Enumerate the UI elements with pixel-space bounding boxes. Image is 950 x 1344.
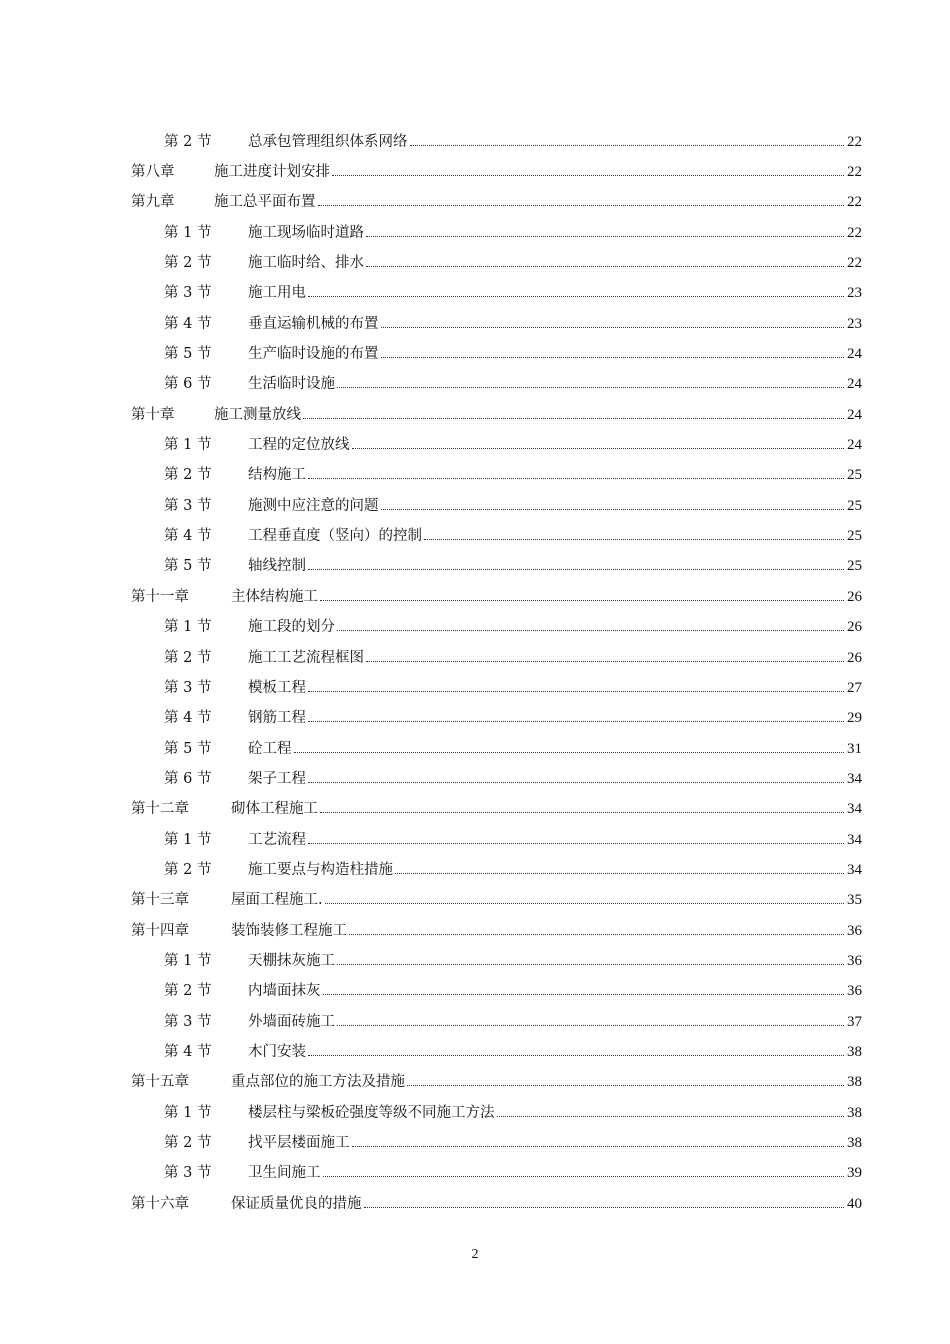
toc-entry[interactable]	[0, 671, 950, 701]
toc-entry[interactable]	[0, 1035, 950, 1065]
toc-entry-title: 工艺流程	[248, 828, 308, 849]
toc-entry[interactable]	[0, 1005, 950, 1035]
toc-entry-title-line	[248, 312, 862, 333]
toc-entry[interactable]	[0, 1187, 950, 1217]
toc-entry-page: 34	[847, 770, 862, 787]
toc-entry[interactable]	[0, 246, 950, 276]
toc-entry-label: 第 2 节	[164, 1135, 212, 1152]
toc-entry-title-line	[248, 281, 862, 302]
toc-entry[interactable]	[0, 641, 950, 671]
toc-entry-page: 31	[847, 740, 862, 757]
toc-entry[interactable]	[0, 853, 950, 883]
toc-entry-title: 施工现场临时道路	[248, 221, 366, 242]
toc-entry-title-line	[248, 1131, 862, 1152]
toc-entry[interactable]	[0, 307, 950, 337]
toc-entry-page: 24	[847, 346, 862, 363]
toc-entry-page: 24	[847, 406, 862, 423]
toc-entry-title: 施工用电	[248, 281, 308, 302]
toc-leader-dots	[308, 691, 844, 692]
toc-entry-page: 26	[847, 649, 862, 666]
toc-entry-title: 生活临时设施	[248, 372, 337, 393]
toc-entry-title: 重点部位的施工方法及措施	[231, 1070, 407, 1091]
toc-entry-label: 第十五章	[131, 1074, 189, 1091]
toc-entry-title: 砼工程	[248, 737, 294, 758]
toc-entry-page: 25	[847, 467, 862, 484]
toc-entry-page: 36	[847, 922, 862, 939]
toc-entry-title-line	[248, 372, 862, 393]
toc-entry[interactable]	[0, 975, 950, 1005]
toc-entry-title-line	[214, 190, 862, 211]
toc-entry[interactable]	[0, 337, 950, 367]
toc-leader-dots	[395, 873, 844, 874]
toc-leader-dots	[366, 236, 844, 237]
toc-entry[interactable]	[0, 368, 950, 398]
toc-entry-title: 架子工程	[248, 767, 308, 788]
toc-entry-label: 第十二章	[131, 801, 189, 818]
toc-entry-page: 23	[847, 315, 862, 332]
toc-entry-page: 22	[847, 164, 862, 181]
toc-entry-title-line	[248, 463, 862, 484]
toc-entry-title-line	[248, 828, 862, 849]
toc-leader-dots	[366, 266, 844, 267]
toc-entry-page: 37	[847, 1013, 862, 1030]
toc-entry-title-line	[248, 1010, 862, 1031]
toc-entry-page: 35	[847, 892, 862, 909]
toc-leader-dots	[323, 994, 845, 995]
toc-entry-title: 总承包管理组织体系网络	[248, 130, 410, 151]
toc-entry-label: 第 1 节	[164, 619, 212, 636]
toc-entry-page: 25	[847, 528, 862, 545]
toc-entry-title-line	[231, 585, 862, 606]
toc-entry-title-line	[248, 676, 862, 697]
toc-entry[interactable]	[0, 428, 950, 458]
toc-entry-title-line	[248, 767, 862, 788]
toc-leader-dots	[407, 1085, 844, 1086]
toc-entry-page: 22	[847, 224, 862, 241]
toc-leader-dots	[349, 934, 844, 935]
toc-entry-label: 第十四章	[131, 922, 189, 939]
toc-entry-page: 38	[847, 1074, 862, 1091]
toc-entry-title: 找平层楼面施工	[248, 1131, 352, 1152]
toc-entry-title-line	[248, 494, 862, 515]
toc-entry-title: 工程的定位放线	[248, 433, 352, 454]
toc-entry-title: 屋面工程施工.	[231, 888, 325, 909]
toc-entry[interactable]	[0, 1066, 950, 1096]
toc-leader-dots	[497, 1116, 845, 1117]
toc-entry-title-line	[248, 130, 862, 151]
toc-leader-dots	[308, 478, 844, 479]
toc-entry[interactable]	[0, 732, 950, 762]
toc-entry-title: 天棚抹灰施工	[248, 949, 337, 970]
toc-entry-title: 楼层柱与梁板砼强度等级不同施工方法	[248, 1101, 497, 1122]
toc-entry-title-line	[248, 554, 862, 575]
toc-leader-dots	[332, 175, 844, 176]
toc-entry-label: 第十章	[131, 406, 175, 423]
toc-entry-page: 26	[847, 588, 862, 605]
toc-entry-label: 第 2 节	[164, 255, 212, 272]
toc-entry[interactable]	[0, 823, 950, 853]
toc-entry-title: 砌体工程施工	[231, 797, 320, 818]
toc-entry-label: 第 1 节	[164, 1104, 212, 1121]
toc-entry-page: 34	[847, 831, 862, 848]
toc-entry[interactable]	[0, 944, 950, 974]
toc-entry-title: 木门安装	[248, 1040, 308, 1061]
page-number: 2	[471, 1247, 479, 1262]
toc-entry[interactable]	[0, 762, 950, 792]
toc-leader-dots	[320, 812, 844, 813]
toc-leader-dots	[308, 843, 844, 844]
toc-entry-title-line	[248, 858, 862, 879]
toc-entry-title: 结构施工	[248, 463, 308, 484]
toc-entry-label: 第 2 节	[164, 861, 212, 878]
toc-leader-dots	[337, 630, 844, 631]
toc-entry-label: 第十三章	[131, 892, 189, 909]
toc-entry-page: 26	[847, 619, 862, 636]
toc-entry-title-line	[248, 524, 862, 545]
toc-entry-label: 第 6 节	[164, 376, 212, 393]
toc-entry-title-line	[231, 888, 862, 909]
toc-entry[interactable]	[0, 550, 950, 580]
toc-entry-title: 施工临时给、排水	[248, 251, 366, 272]
toc-entry-title-line	[231, 1192, 862, 1213]
toc-leader-dots	[337, 964, 844, 965]
toc-entry-title-line	[248, 615, 862, 636]
toc-entry-page: 22	[847, 194, 862, 211]
toc-entry-page: 38	[847, 1104, 862, 1121]
toc-entry-label: 第 3 节	[164, 679, 212, 696]
toc-entry-page: 36	[847, 952, 862, 969]
toc-leader-dots	[337, 387, 844, 388]
toc-entry-title-line	[248, 646, 862, 667]
toc-entry-title: 施测中应注意的问题	[248, 494, 381, 515]
toc-leader-dots	[337, 1025, 844, 1026]
toc-entry-title: 钢筋工程	[248, 706, 308, 727]
toc-entry-page: 34	[847, 801, 862, 818]
toc-leader-dots	[308, 569, 844, 570]
toc-entry-label: 第 1 节	[164, 952, 212, 969]
toc-entry-label: 第 4 节	[164, 710, 212, 727]
toc-leader-dots	[352, 1146, 845, 1147]
toc-entry-page: 29	[847, 710, 862, 727]
toc-entry-page: 25	[847, 497, 862, 514]
toc-entry-label: 第 5 节	[164, 558, 212, 575]
toc-entry-title-line	[248, 342, 862, 363]
toc-leader-dots	[308, 721, 844, 722]
toc-entry-label: 第 3 节	[164, 497, 212, 514]
toc-entry-title-line	[214, 403, 862, 424]
toc-entry-page: 36	[847, 983, 862, 1000]
toc-entry-title-line	[248, 1101, 862, 1122]
toc-entry[interactable]	[0, 884, 950, 914]
toc-entry-page: 23	[847, 285, 862, 302]
toc-entry-label: 第 1 节	[164, 224, 212, 241]
toc-entry-title: 工程垂直度（竖向）的控制	[248, 524, 424, 545]
toc-leader-dots	[364, 1207, 845, 1208]
toc-entry[interactable]	[0, 580, 950, 610]
toc-leader-dots	[352, 448, 845, 449]
toc-leader-dots	[320, 600, 844, 601]
toc-entry-title-line	[248, 706, 862, 727]
toc-entry[interactable]	[0, 277, 950, 307]
toc-entry-title: 保证质量优良的措施	[231, 1192, 364, 1213]
toc-entry-title-line	[248, 737, 862, 758]
toc-entry-label: 第 2 节	[164, 983, 212, 1000]
toc-entry-title-line	[248, 251, 862, 272]
toc-entry-page: 22	[847, 255, 862, 272]
toc-leader-dots	[323, 1176, 845, 1177]
toc-entry-label: 第 2 节	[164, 133, 212, 150]
toc-entry[interactable]	[0, 1126, 950, 1156]
toc-leader-dots	[294, 752, 845, 753]
toc-entry-label: 第八章	[131, 164, 175, 181]
toc-entry-page: 34	[847, 861, 862, 878]
toc-entry-title: 外墙面砖施工	[248, 1010, 337, 1031]
toc-entry-page: 24	[847, 437, 862, 454]
toc-entry-title-line	[248, 433, 862, 454]
toc-leader-dots	[381, 509, 845, 510]
toc-entry-label: 第 1 节	[164, 831, 212, 848]
toc-entry-title-line	[248, 221, 862, 242]
toc-entry-title: 施工段的划分	[248, 615, 337, 636]
toc-entry-page: 27	[847, 679, 862, 696]
toc-entry[interactable]	[0, 611, 950, 641]
toc-entry[interactable]	[0, 793, 950, 823]
toc-leader-dots	[366, 661, 844, 662]
toc-entry-title-line	[231, 919, 862, 940]
toc-entry[interactable]	[0, 398, 950, 428]
toc-entry-label: 第九章	[131, 194, 175, 211]
toc-entry-page: 24	[847, 376, 862, 393]
toc-entry-label: 第 4 节	[164, 315, 212, 332]
toc-entry-label: 第 5 节	[164, 346, 212, 363]
toc-leader-dots	[424, 539, 844, 540]
toc-entry[interactable]	[0, 186, 950, 216]
toc-entry-label: 第 4 节	[164, 528, 212, 545]
toc-leader-dots	[303, 418, 844, 419]
toc-entry[interactable]	[0, 489, 950, 519]
toc-leader-dots	[381, 327, 845, 328]
toc-entry[interactable]	[0, 519, 950, 549]
toc-leader-dots	[410, 145, 845, 146]
toc-entry[interactable]	[0, 459, 950, 489]
toc-leader-dots	[308, 1055, 844, 1056]
toc-leader-dots	[381, 357, 845, 358]
toc-entry-label: 第 3 节	[164, 1165, 212, 1182]
toc-leader-dots	[318, 205, 845, 206]
toc-entry-title: 内墙面抹灰	[248, 979, 323, 1000]
toc-entry-label: 第 6 节	[164, 770, 212, 787]
table-of-contents	[0, 125, 950, 1217]
toc-entry[interactable]	[0, 125, 950, 155]
toc-entry[interactable]	[0, 914, 950, 944]
toc-leader-dots	[325, 903, 844, 904]
toc-entry-title: 主体结构施工	[231, 585, 320, 606]
toc-entry[interactable]	[0, 702, 950, 732]
toc-entry-label: 第 2 节	[164, 649, 212, 666]
toc-entry-page: 22	[847, 133, 862, 150]
toc-entry-title: 轴线控制	[248, 554, 308, 575]
toc-entry-page: 25	[847, 558, 862, 575]
toc-entry[interactable]	[0, 216, 950, 246]
toc-entry-page: 38	[847, 1135, 862, 1152]
toc-entry-title-line	[248, 979, 862, 1000]
toc-entry-label: 第十一章	[131, 588, 189, 605]
toc-entry-label: 第 3 节	[164, 285, 212, 302]
toc-entry-title-line	[231, 1070, 862, 1091]
toc-entry-label: 第 5 节	[164, 740, 212, 757]
toc-leader-dots	[308, 296, 844, 297]
toc-entry-page: 40	[847, 1195, 862, 1212]
toc-entry[interactable]	[0, 155, 950, 185]
toc-entry-title: 施工总平面布置	[214, 190, 318, 211]
toc-entry-page: 39	[847, 1165, 862, 1182]
toc-entry-title-line	[248, 949, 862, 970]
toc-entry-title: 施工测量放线	[214, 403, 303, 424]
toc-entry-page: 38	[847, 1043, 862, 1060]
toc-entry-title: 装饰装修工程施工	[231, 919, 349, 940]
toc-entry-title: 施工要点与构造柱措施	[248, 858, 395, 879]
toc-entry[interactable]	[0, 1157, 950, 1187]
toc-entry-label: 第 2 节	[164, 467, 212, 484]
toc-entry-title: 垂直运输机械的布置	[248, 312, 381, 333]
toc-entry-title-line	[231, 797, 862, 818]
toc-entry-label: 第 1 节	[164, 437, 212, 454]
toc-entry-title: 生产临时设施的布置	[248, 342, 381, 363]
toc-entry-label: 第 3 节	[164, 1013, 212, 1030]
toc-entry-title: 卫生间施工	[248, 1161, 323, 1182]
toc-entry-title-line	[248, 1040, 862, 1061]
toc-entry-label: 第 4 节	[164, 1043, 212, 1060]
toc-leader-dots	[308, 782, 844, 783]
toc-entry[interactable]	[0, 1096, 950, 1126]
toc-entry-title-line	[248, 1161, 862, 1182]
toc-entry-title: 施工工艺流程框图	[248, 646, 366, 667]
toc-entry-label: 第十六章	[131, 1195, 189, 1212]
toc-entry-title: 施工进度计划安排	[214, 160, 332, 181]
toc-entry-title-line	[214, 160, 862, 181]
toc-entry-title: 模板工程	[248, 676, 308, 697]
